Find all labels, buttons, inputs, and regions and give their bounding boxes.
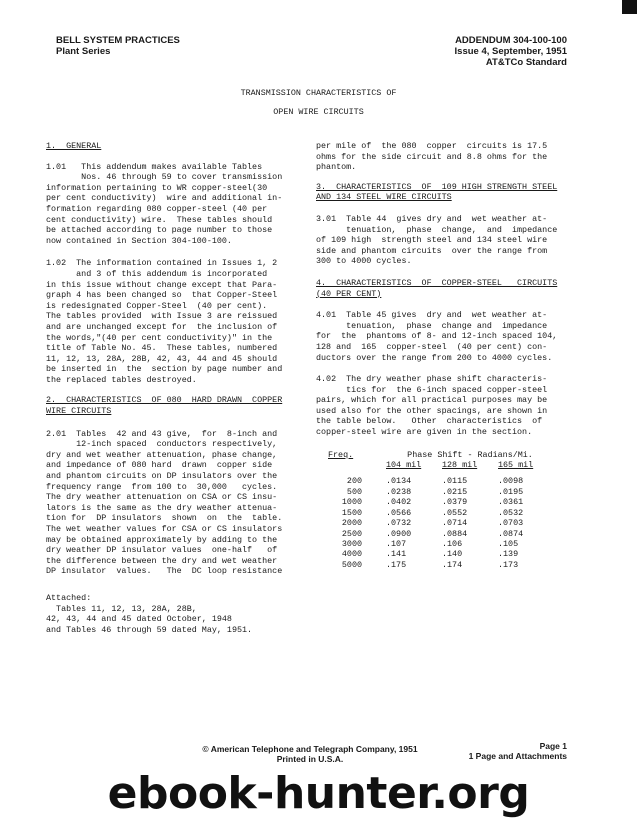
right-column — [316, 141, 578, 570]
text-line: frequency range from 100 to 30,000 cycles. — [46, 481, 278, 492]
paragraph-4-02 — [316, 374, 578, 438]
text-line: 300 to 4000 cycles. — [316, 256, 412, 267]
text-line: per mile of the 080 copper circuits is 17.5 — [316, 141, 548, 151]
page-number: Page 1 — [539, 741, 567, 751]
heading-line: 3. CHARACTERISTICS OF 109 HIGH STRENGTH STEEL — [316, 181, 558, 192]
paragraph-3-01 — [316, 214, 578, 267]
col-header-128: 128 mil — [442, 460, 478, 471]
value-cell: .0732 — [386, 518, 412, 529]
value-cell: .106 — [442, 538, 463, 549]
table-row — [328, 518, 554, 528]
text-line: be inserted in the section by page number and — [46, 364, 283, 375]
freq-cell: 500 — [346, 486, 362, 497]
section-3-heading — [316, 182, 578, 203]
phase-shift-table — [328, 450, 554, 570]
text-line: DP insulator values. The DC loop resistance — [46, 566, 283, 577]
issue-date: Issue 4, September, 1951 — [454, 46, 567, 57]
table-row — [328, 476, 554, 486]
text-line: and 3 of this addendum is incorporated — [46, 268, 268, 279]
text-line: 4.02 The dry weather phase shift characteris- — [316, 374, 548, 385]
text-line: 42, 43, 44 and 45 dated October, 1948 — [46, 614, 232, 625]
scan-mark — [622, 0, 637, 14]
text-line: dry weather DP insulator values one-half of — [46, 545, 278, 556]
footer-page-info — [430, 741, 567, 761]
printed-line: Printed in U.S.A. — [276, 754, 344, 764]
text-line: ohms for the side circuit and 8.8 ohms for the — [316, 151, 548, 162]
text-line: is redesignated Copper-Steel (40 per cent). — [46, 300, 268, 311]
value-cell: .175 — [386, 559, 407, 570]
paragraph-1-02 — [46, 258, 308, 385]
text-line: Nos. 46 through 59 to cover transmission — [46, 172, 283, 183]
table-row — [328, 549, 554, 559]
text-line: 4.01 Table 45 gives dry and wet weather at- — [316, 310, 548, 321]
text-line: Tables 11, 12, 13, 28A, 28B, — [46, 603, 197, 614]
text-line: 11, 12, 13, 28A, 28B, 42, 43, 44 and 45 should — [46, 353, 278, 364]
text-line: 12-inch spaced conductors respectively, — [46, 439, 278, 450]
title-line-1: TRANSMISSION CHARACTERISTICS OF — [240, 88, 397, 98]
freq-cell: 4000 — [341, 549, 362, 560]
value-cell: .105 — [498, 538, 519, 549]
table-row — [328, 497, 554, 507]
heading-line: 2. CHARACTERISTICS OF 080 HARD DRAWN COPPER — [46, 395, 283, 406]
heading-line: 4. CHARACTERISTICS OF COPPER-STEEL CIRCUITS — [316, 277, 558, 288]
freq-cell: 200 — [346, 476, 362, 487]
attachments-line: 1 Page and Attachments — [468, 751, 567, 761]
value-cell: .0900 — [386, 528, 412, 539]
header-left — [56, 35, 180, 57]
value-cell: .0134 — [386, 476, 412, 487]
paragraph-4-01 — [316, 310, 578, 363]
spacer-cell — [328, 460, 386, 470]
text-line: and phantom circuits on DP insulators over the — [46, 471, 278, 482]
series-subtitle: Plant Series — [56, 46, 111, 57]
value-cell: .140 — [442, 549, 463, 560]
text-line: now contained in Section 304-100-100. — [46, 235, 232, 246]
text-line: The tables provided with Issue 3 are reissued — [46, 311, 278, 322]
text-line: tion for DP insulators shown on the table. — [46, 513, 283, 524]
copyright-line: © American Telephone and Telegraph Company, 1951 — [202, 744, 418, 754]
paragraph-2-01-continued — [316, 141, 578, 173]
table-row — [328, 529, 554, 539]
text-line: formation regarding 080 copper-steel (40 per — [46, 203, 268, 214]
value-cell: .0379 — [442, 497, 468, 508]
value-cell: .0566 — [386, 507, 412, 518]
value-cell: .141 — [386, 549, 407, 560]
text-line: lators is the same as the dry weather attenua- — [46, 502, 278, 513]
text-line: 128 and 165 copper-steel (40 per cent) con- — [316, 341, 548, 352]
value-cell: .0703 — [498, 518, 524, 529]
value-cell: .0195 — [498, 486, 524, 497]
text-line: title of Table No. 45. These tables, numbered — [46, 343, 278, 354]
paragraph-2-01 — [46, 429, 308, 577]
text-line: dry and wet weather attenuation, phase change, — [46, 449, 278, 460]
text-line: side and phantom circuits over the range from — [316, 245, 548, 256]
value-cell: .173 — [498, 559, 519, 570]
heading-line: WIRE CIRCUITS — [46, 406, 112, 417]
freq-cell: 2000 — [341, 518, 362, 529]
text-line: information pertaining to WR copper-steel(30 — [46, 182, 268, 193]
col-header-104: 104 mil — [386, 460, 422, 471]
text-line: of 109 high strength steel and 134 steel wire — [316, 235, 548, 246]
text-line: phantom. — [316, 162, 357, 173]
value-cell: .0532 — [498, 507, 524, 518]
text-line: tenuation, phase change and impedance — [316, 320, 548, 331]
value-cell: .0874 — [498, 528, 524, 539]
text-line: The dry weather attenuation on CSA or CS insu- — [46, 492, 278, 503]
text-line: used also for the other spacings, are shown in — [316, 405, 548, 416]
text-line: the words,"(40 per cent conductivity)" in the — [46, 332, 273, 343]
col-header-165: 165 mil — [498, 460, 534, 471]
freq-cell: 1500 — [341, 507, 362, 518]
value-cell: .0552 — [442, 507, 468, 518]
text-line: Attached: — [46, 592, 92, 603]
table-row — [328, 560, 554, 570]
text-line: and are unchanged except for the inclusion of — [46, 321, 278, 332]
section-1-heading: 1. GENERAL — [46, 141, 102, 151]
text-line: pairs, which for all practical purposes may be — [316, 395, 548, 406]
text-line: The wet weather values for CSA or CS insulators — [46, 524, 283, 534]
freq-cell: 3000 — [341, 538, 362, 549]
paragraph-1-01 — [46, 162, 308, 247]
text-line: 2.01 Tables 42 and 43 give, for 8-inch and — [46, 428, 278, 439]
text-line: 3.01 Table 44 gives dry and wet weather at- — [316, 213, 548, 224]
text-line: in this issue without change except that Para- — [46, 279, 278, 290]
watermark: ebook-hunter.org — [107, 768, 530, 819]
attached-note — [46, 593, 308, 635]
title-line-2: OPEN WIRE CIRCUITS — [273, 106, 364, 117]
series-title: BELL SYSTEM PRACTICES — [56, 35, 180, 46]
text-line: and impedance of 080 hard drawn copper side — [46, 460, 273, 471]
text-line: for the phantoms of 8- and 12-inch spaced 104, — [316, 331, 558, 342]
text-line: tenuation, phase change, and impedance — [316, 224, 558, 235]
text-line: cent conductivity) wire. These tables should — [46, 214, 273, 225]
text-line: the difference between the dry and wet weather — [46, 555, 278, 566]
heading-line: AND 134 STEEL WIRE CIRCUITS — [316, 192, 452, 203]
addendum-number: ADDENDUM 304-100-100 — [455, 35, 567, 46]
value-cell: .0361 — [498, 497, 524, 508]
text-line: copper-steel wire are given in the section. — [316, 427, 533, 438]
section-4-heading — [316, 278, 578, 299]
left-column — [46, 141, 308, 635]
text-line: the replaced tables destroyed. — [46, 374, 197, 385]
freq-cell: 2500 — [341, 528, 362, 539]
text-line: the table below. Other characteristics of — [316, 416, 543, 427]
table-row — [328, 539, 554, 549]
text-line: ductors over the range from 200 to 4000 cycles. — [316, 352, 553, 363]
value-cell: .0884 — [442, 528, 468, 539]
freq-cell: 5000 — [341, 559, 362, 570]
text-line: per cent conductivity) wire and additional in- — [46, 193, 283, 204]
value-cell: .0115 — [442, 476, 468, 487]
value-cell: .0402 — [386, 497, 412, 508]
footer-copyright — [140, 744, 480, 764]
section-2-heading — [46, 395, 308, 416]
value-cell: .174 — [442, 559, 463, 570]
header-right — [420, 35, 567, 68]
document-title — [0, 88, 637, 117]
value-cell: .139 — [498, 549, 519, 560]
table-row — [328, 487, 554, 497]
standard-label: AT&TCo Standard — [485, 57, 567, 68]
table-row — [328, 508, 554, 518]
value-cell: .0714 — [442, 518, 468, 529]
value-cell: .0098 — [498, 476, 524, 487]
freq-header: Freq. — [328, 449, 354, 460]
text-line: 1.01 This addendum makes available Tables — [46, 161, 263, 172]
text-line: graph 4 has been changed so that Copper-Steel — [46, 290, 278, 301]
text-line: tics for the 6-inch spaced copper-steel — [316, 384, 548, 395]
value-cell: .0238 — [386, 486, 412, 497]
text-line: 1.02 The information contained in Issues 1, 2 — [46, 258, 278, 269]
text-line: may be obtained approximately by adding to the — [46, 534, 278, 545]
text-line: be attached according to page number to those — [46, 225, 273, 236]
phase-shift-header: Phase Shift - Radians/Mi. — [407, 449, 533, 460]
freq-cell: 1000 — [341, 497, 362, 508]
text-line: and Tables 46 through 59 dated May, 1951. — [46, 624, 253, 635]
heading-line: (40 PER CENT) — [316, 288, 382, 299]
value-cell: .0215 — [442, 486, 468, 497]
value-cell: .107 — [386, 538, 407, 549]
